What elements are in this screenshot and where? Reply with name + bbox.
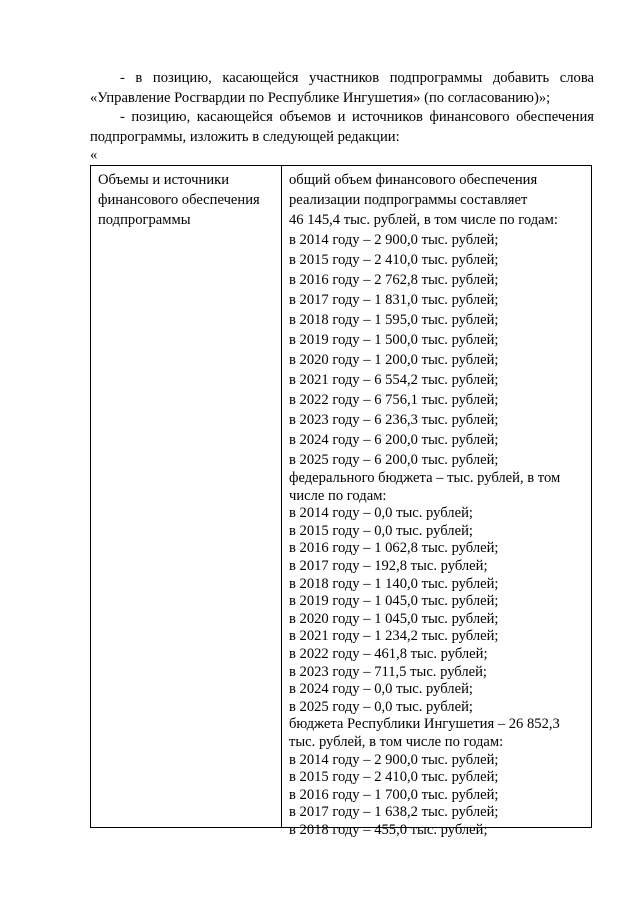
opening-quote-mark: «	[90, 147, 98, 163]
funding-line: в 2016 году – 2 762,8 тыс. рублей;	[289, 272, 499, 288]
funding-line: в 2018 году – 1 595,0 тыс. рублей;	[289, 312, 499, 328]
funding-line: в 2023 году – 6 236,3 тыс. рублей;	[289, 412, 499, 428]
funding-line: в 2016 году – 1 062,8 тыс. рублей;	[289, 540, 499, 557]
funding-line: в 2025 году – 6 200,0 тыс. рублей;	[289, 452, 499, 468]
funding-line: реализации подпрограммы составляет	[289, 192, 528, 208]
funding-line: в 2017 году – 1 831,0 тыс. рублей;	[289, 292, 499, 308]
funding-line: 46 145,4 тыс. рублей, в том числе по годам:	[289, 212, 558, 228]
funding-line: в 2023 году – 711,5 тыс. рублей;	[289, 663, 487, 680]
funding-line: в 2021 году – 6 554,2 тыс. рублей;	[289, 372, 499, 388]
funding-line: в 2022 году – 6 756,1 тыс. рублей;	[289, 392, 499, 408]
funding-line: в 2021 году – 1 234,2 тыс. рублей;	[289, 628, 499, 645]
funding-line: в 2015 году – 2 410,0 тыс. рублей;	[289, 252, 499, 268]
funding-line: в 2014 году – 2 900,0 тыс. рублей;	[289, 232, 499, 248]
funding-line: в 2020 году – 1 045,0 тыс. рублей;	[289, 610, 499, 627]
funding-line: тыс. рублей, в том числе по годам:	[289, 733, 504, 750]
funding-line: в 2015 году – 2 410,0 тыс. рублей;	[289, 769, 499, 786]
amendment-paragraph-funding: - позицию, касающейся объемов и источников финансового обеспечения подпрограммы, изложить в следующей редакции:	[90, 109, 594, 145]
funding-line: в 2017 году – 192,8 тыс. рублей;	[289, 557, 488, 574]
funding-line: в 2024 году – 0,0 тыс. рублей;	[289, 681, 473, 698]
funding-line: в 2020 году – 1 200,0 тыс. рублей;	[289, 352, 499, 368]
funding-line: в 2024 году – 6 200,0 тыс. рублей;	[289, 432, 499, 448]
funding-line: в 2016 году – 1 700,0 тыс. рублей;	[289, 786, 499, 803]
funding-line: в 2014 году – 0,0 тыс. рублей;	[289, 505, 473, 522]
funding-line: в 2018 году – 1 140,0 тыс. рублей;	[289, 575, 499, 592]
table-right-cell	[289, 170, 585, 839]
funding-line: в 2017 году – 1 638,2 тыс. рублей;	[289, 804, 499, 821]
table-left-cell	[98, 170, 276, 230]
funding-line: в 2025 году – 0,0 тыс. рублей;	[289, 698, 473, 715]
funding-line: в 2019 году – 1 500,0 тыс. рублей;	[289, 332, 499, 348]
funding-table	[90, 165, 592, 838]
table-column-divider	[281, 166, 282, 827]
funding-line: общий объем финансового обеспечения	[289, 172, 538, 188]
funding-line: в 2015 году – 0,0 тыс. рублей;	[289, 522, 473, 539]
funding-line: федерального бюджета – тыс. рублей, в том	[289, 470, 561, 486]
funding-line: в 2014 году – 2 900,0 тыс. рублей;	[289, 751, 499, 768]
funding-line: числе по годам:	[289, 487, 387, 504]
left-cell-line: Объемы и источники	[98, 172, 230, 188]
funding-line: бюджета Республики Ингушетия – 26 852,3	[289, 716, 560, 733]
left-cell-line: подпрограммы	[98, 212, 191, 228]
funding-line: в 2019 году – 1 045,0 тыс. рублей;	[289, 593, 499, 610]
funding-line: в 2022 году – 461,8 тыс. рублей;	[289, 645, 488, 662]
amendment-paragraph-participants: - в позицию, касающейся участников подпрограммы добавить слова «Управление Росгвардии по Республике Ингушетия» (по согласованию)»;	[90, 70, 594, 106]
left-cell-line: финансового обеспечения	[98, 192, 260, 208]
funding-line: в 2018 году – 455,0 тыс. рублей;	[289, 821, 488, 838]
